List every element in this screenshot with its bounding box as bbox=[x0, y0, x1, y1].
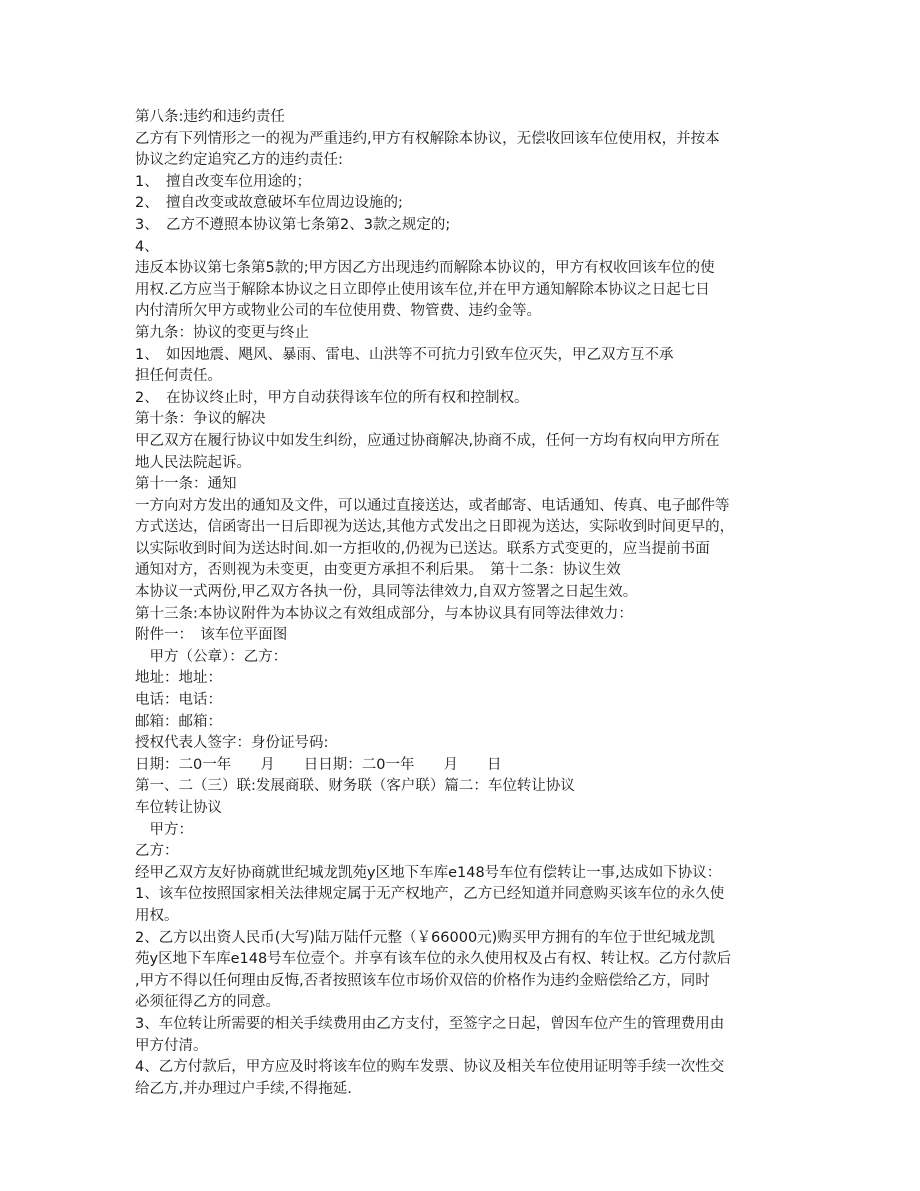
paragraph-line: 违反本协议第七条第5款的;甲方因乙方出现违约而解除本协议的，甲方有权收回该车位的使 bbox=[135, 260, 715, 277]
signature-line: 地址：地址： bbox=[135, 670, 222, 687]
section-heading: 第十一条：通知 bbox=[135, 476, 237, 493]
list-item: 2、 擅自改变或故意破坏车位周边设施的; bbox=[135, 195, 403, 212]
paragraph-line: 第一、二（三）联:发展商联、财务联（客户联）篇二：车位转让协议 bbox=[135, 778, 575, 795]
paragraph-line: 第十三条:本协议附件为本协议之有效组成部分，与本协议具有同等法律效力： bbox=[135, 605, 633, 622]
paragraph-line: 必须征得乙方的同意。 bbox=[135, 994, 280, 1011]
party-line: 乙方： bbox=[135, 843, 179, 860]
list-item: 3、 乙方不遵照本协议第七条第2、3款之规定的; bbox=[135, 216, 451, 233]
paragraph-line: 协议之约定追究乙方的违约责任: bbox=[135, 152, 343, 169]
list-item: 1、 如因地震、飓风、暴雨、雷电、山洪等不可抗力引致车位灭失，甲乙双方互不承 bbox=[135, 346, 674, 363]
paragraph-line: 4、乙方付款后，甲方应及时将该车位的购车发票、协议及相关车位使用证明等手续一次性交 bbox=[135, 1059, 725, 1076]
paragraph-line: 一方向对方发出的通知及文件，可以通过直接送达，或者邮寄、电话通知、传真、电子邮件等 bbox=[135, 497, 730, 514]
attachment-line: 附件一： 该车位平面图 bbox=[135, 627, 288, 644]
signature-line: 授权代表人签字：身份证号码: bbox=[135, 735, 329, 752]
paragraph-line: 给乙方,并办理过户手续,不得拖延. bbox=[135, 1080, 352, 1097]
paragraph-line: 担任何责任。 bbox=[135, 368, 222, 385]
list-item: 1、 擅自改变车位用途的； bbox=[135, 173, 311, 190]
paragraph-line: 甲方付清。 bbox=[135, 1037, 208, 1054]
signature-line: 日期：二0一年 月 日日期：二0一年 月 日 bbox=[135, 756, 502, 773]
paragraph-line: ,甲方不得以任何理由反悔,否者按照该车位市场价双倍的价格作为违约金赔偿给乙方，同时 bbox=[135, 972, 710, 989]
signature-line: 甲方（公章）：乙方： bbox=[135, 648, 288, 665]
paragraph-line: 本协议一式两份,甲乙双方各执一份，具同等法律效力,自双方签署之日起生效。 bbox=[135, 584, 638, 601]
signature-line: 邮箱：邮箱： bbox=[135, 713, 222, 730]
paragraph-line: 3、车位转让所需要的相关手续费用由乙方支付，至签字之日起，曾因车位产生的管理费用由 bbox=[135, 1015, 725, 1032]
paragraph-line: 以实际收到时间为送达时间.如一方拒收的,仍视为已送达。联系方式变更的，应当提前书面 bbox=[135, 540, 710, 557]
paragraph-line: 甲乙双方在履行协议中如发生纠纷，应通过协商解决,协商不成，任何一方均有权向甲方所在 bbox=[135, 432, 720, 449]
paragraph-line: 乙方有下列情形之一的视为严重违约,甲方有权解除本协议，无偿收回该车位使用权，并按本 bbox=[135, 130, 720, 147]
paragraph-line: 通知对方，否则视为未变更，由变更方承担不利后果。 第十二条：协议生效 bbox=[135, 562, 621, 579]
document-body bbox=[135, 107, 795, 1100]
paragraph-line: 2、乙方以出资人民币(大写)陆万陆仟元整（￥66000元)购买甲方拥有的车位于世纪城龙凯 bbox=[135, 929, 715, 946]
paragraph-line: 经甲乙双方友好协商就世纪城龙凯苑y区地下车库e148号车位有偿转让一事,达成如下协议： bbox=[135, 864, 722, 881]
paragraph-line: 1、该车位按照国家相关法律规定属于无产权地产，乙方已经知道并同意购买该车位的永久使 bbox=[135, 886, 725, 903]
paragraph-line: 用权.乙方应当于解除本协议之日立即停止使用该车位,并在甲方通知解除本协议之日起七日 bbox=[135, 281, 710, 298]
paragraph-line: 苑y区地下车库e148号车位壹个。并享有该车位的永久使用权及占有权、转让权。乙方付款后 bbox=[135, 951, 732, 968]
section-heading: 第十条：争议的解决 bbox=[135, 411, 266, 428]
paragraph-line: 用权。 bbox=[135, 907, 179, 924]
list-item: 2、 在协议终止时，甲方自动获得该车位的所有权和控制权。 bbox=[135, 389, 529, 406]
section-heading: 第八条:违约和违约责任 bbox=[135, 109, 285, 125]
list-item: 4、 bbox=[135, 238, 159, 255]
signature-line: 电话：电话： bbox=[135, 692, 222, 709]
document-title: 车位转让协议 bbox=[135, 800, 222, 816]
paragraph-line: 方式送达，信函寄出一日后即视为送达,其他方式发出之日即视为送达，实际收到时间更早的， bbox=[135, 519, 735, 536]
section-heading: 第九条：协议的变更与终止 bbox=[135, 324, 309, 341]
paragraph-line: 内付清所欠甲方或物业公司的车位使用费、物管费、违约金等。 bbox=[135, 303, 541, 320]
party-line: 甲方： bbox=[135, 821, 193, 838]
paragraph-line: 地人民法院起诉。 bbox=[135, 454, 251, 471]
